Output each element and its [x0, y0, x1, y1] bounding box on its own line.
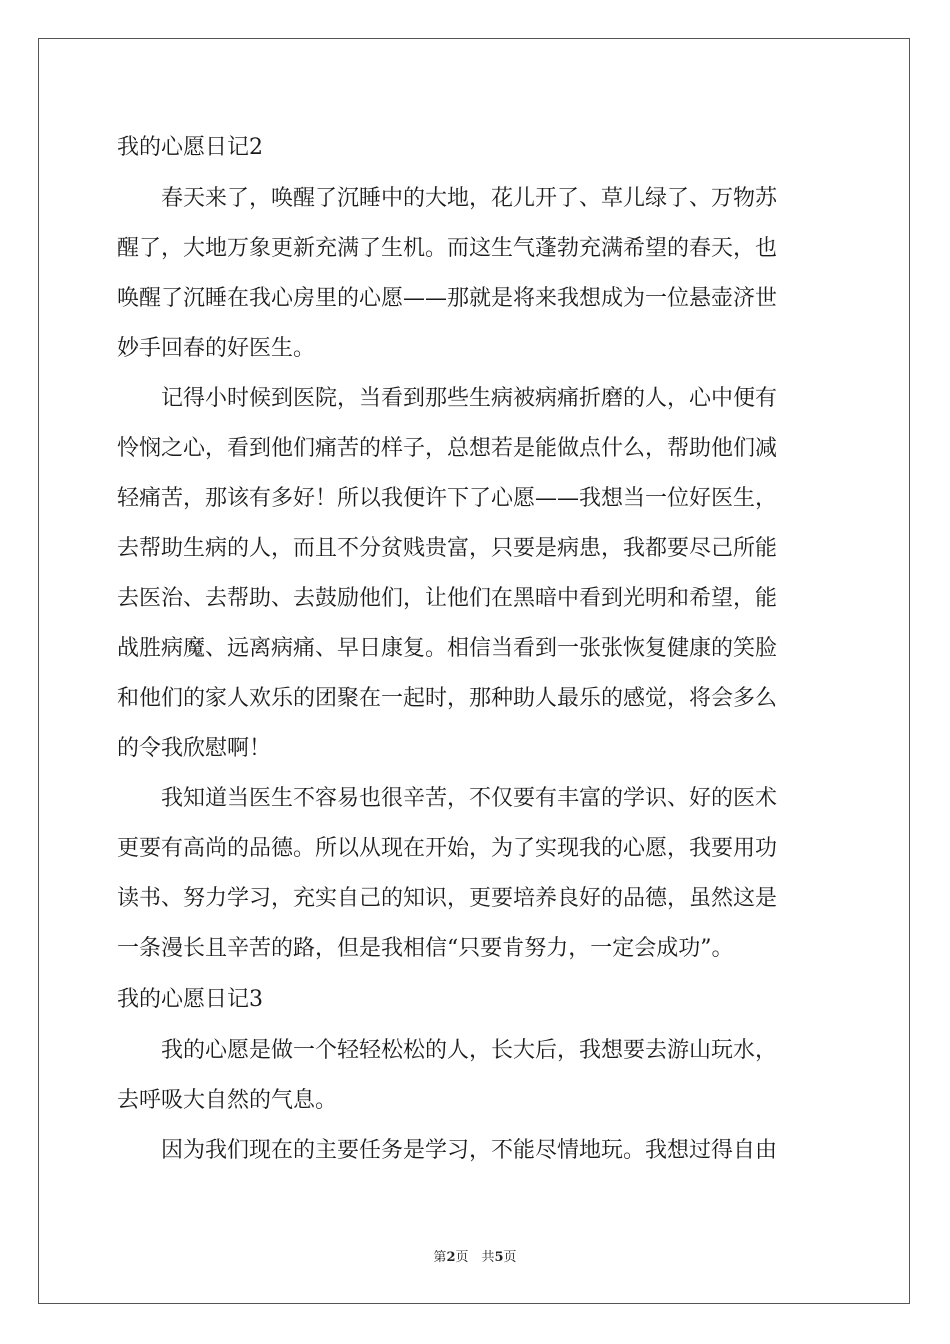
paragraph — [117, 774, 833, 974]
text-line: 唤醒了沉睡在我心房里的心愿——那就是将来我想成为一位悬壶济世 — [117, 286, 778, 311]
text-line: 一条漫长且辛苦的路，但是我相信“只要肯努力，一定会成功”。 — [117, 936, 734, 961]
paragraph — [117, 174, 833, 374]
paragraph — [117, 1026, 833, 1126]
text-line: 战胜病魔、远离病痛、早日康复。相信当看到一张张恢复健康的笑脸 — [117, 636, 778, 661]
text-line: 和他们的家人欢乐的团聚在一起时，那种助人最乐的感觉，将会多么 — [117, 686, 778, 711]
section-heading: 我的心愿日记2 — [117, 135, 263, 160]
text-line: 去呼吸大自然的气息。 — [117, 1088, 338, 1113]
page-footer — [0, 1246, 950, 1265]
text-line: 春天来了，唤醒了沉睡中的大地，花儿开了、草儿绿了、万物苏 — [161, 186, 778, 211]
document-body — [117, 122, 833, 1176]
text-line: 我的心愿是做一个轻轻松松的人，长大后，我想要去游山玩水， — [161, 1038, 778, 1063]
text-line: 的令我欣慰啊！ — [117, 736, 272, 761]
text-line: 醒了，大地万象更新充满了生机。而这生气蓬勃充满希望的春天，也 — [117, 236, 778, 261]
page-mid: 页 共 — [455, 1250, 495, 1265]
section-heading: 我的心愿日记3 — [117, 987, 263, 1012]
text-line: 去医治、去帮助、去鼓励他们，让他们在黑暗中看到光明和希望，能 — [117, 586, 778, 611]
text-line: 更要有高尚的品德。所以从现在开始，为了实现我的心愿，我要用功 — [117, 836, 778, 861]
text-line: 怜悯之心，看到他们痛苦的样子，总想若是能做点什么，帮助他们减 — [117, 436, 778, 461]
text-line: 因为我们现在的主要任务是学习，不能尽情地玩。我想过得自由 — [161, 1138, 778, 1163]
text-line: 轻痛苦，那该有多好！所以我便许下了心愿——我想当一位好医生， — [117, 486, 778, 511]
page-number: 2 — [446, 1250, 456, 1265]
text-line: 记得小时候到医院，当看到那些生病被病痛折磨的人，心中便有 — [161, 386, 778, 411]
text-line: 妙手回春的好医生。 — [117, 336, 316, 361]
text-line: 读书、努力学习，充实自己的知识，更要培养良好的品德，虽然这是 — [117, 886, 778, 911]
paragraph — [117, 1126, 833, 1176]
total-pages: 5 — [494, 1250, 504, 1265]
text-line: 我知道当医生不容易也很辛苦，不仅要有丰富的学识、好的医术 — [161, 786, 778, 811]
text-line: 去帮助生病的人，而且不分贫贱贵富，只要是病患，我都要尽己所能 — [117, 536, 778, 561]
page-suffix: 页 — [503, 1250, 517, 1265]
page-prefix: 第 — [433, 1250, 447, 1265]
paragraph — [117, 374, 833, 774]
